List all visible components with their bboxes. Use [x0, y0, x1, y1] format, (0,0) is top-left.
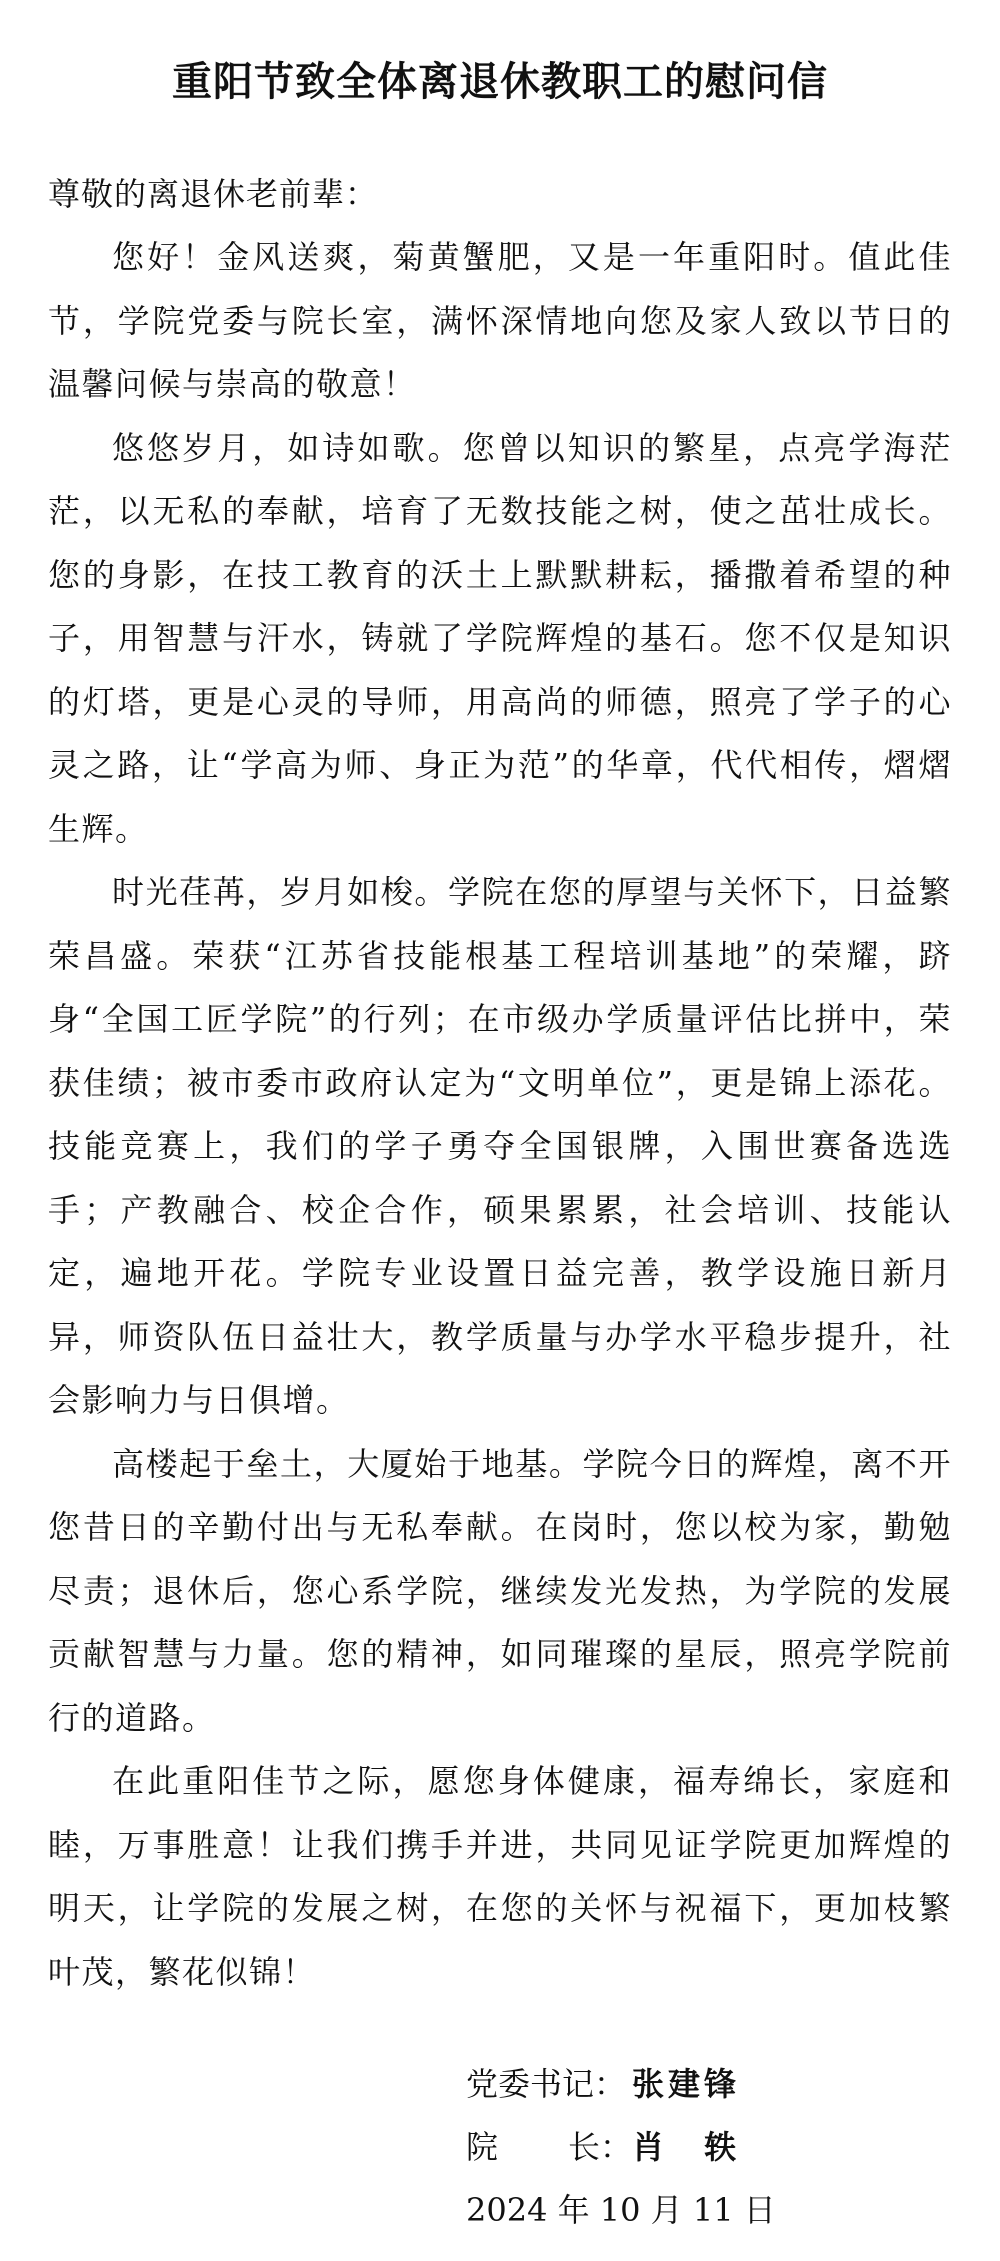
- paragraph-greeting: 您好！金风送爽，菊黄蟹肥，又是一年重阳时。值此佳节，学院党委与院长室，满怀深情地向您及家人致以节日的温馨问候与崇高的敬意！: [48, 238, 952, 403]
- president-label: [466, 2116, 632, 2179]
- president-signature: [466, 2116, 886, 2179]
- paragraph-achievements: 时光荏苒，岁月如梭。学院在您的厚望与关怀下，日益繁荣昌盛。荣获“江苏省技能根基工程培训基地”的荣耀，跻身“全国工匠学院”的行列；在市级办学质量评估比拼中，荣获佳绩；被市委市政府认定为“文明单位”，更是锦上添花。技能竞赛上，我们的学子勇夺全国银牌，入围世赛备选选手；产教融合、校企合作，硕果累累，社会培训、技能认定，遍地开花。学院专业设置日益完善，教学设施日新月异，师资队伍日益壮大，教学质量与办学水平稳步提升，社会影响力与日俱增。: [48, 873, 952, 1419]
- president-name: 肖 轶: [632, 2128, 741, 2166]
- paragraph-wishes: 在此重阳佳节之际，愿您身体健康，福寿绵长，家庭和睦，万事胜意！让我们携手并进，共同见证学院更加辉煌的明天，让学院的发展之树，在您的关怀与祝福下，更加枝繁叶茂，繁花似锦！: [48, 1762, 952, 1991]
- paragraph-gratitude: 高楼起于垒土，大厦始于地基。学院今日的辉煌，离不开您昔日的辛勤付出与无私奉献。在岗时，您以校为家，勤勉尽责；退休后，您心系学院，继续发光发热，为学院的发展贡献智慧与力量。您的精神，如同璀璨的星辰，照亮学院前行的道路。: [48, 1444, 952, 1737]
- letter-body: [48, 163, 952, 2004]
- president-label-part1: 院: [466, 2128, 499, 2166]
- secretary-signature: [466, 2053, 886, 2116]
- paragraph-tribute: 悠悠岁月，如诗如歌。您曾以知识的繁星，点亮学海茫茫，以无私的奉献，培育了无数技能之树，使之茁壮成长。您的身影，在技工教育的沃土上默默耕耘，播撒着希望的种子，用智慧与汗水，铸就了学院辉煌的基石。您不仅是知识的灯塔，更是心灵的导师，用高尚的师德，照亮了学子的心灵之路，让“学高为师、身正为范”的华章，代代相传，熠熠生辉。: [48, 428, 952, 848]
- letter-title: 重阳节致全体离退休教职工的慰问信: [172, 58, 828, 105]
- secretary-name: 张建锋: [632, 2065, 741, 2103]
- secretary-label: 党委书记：: [466, 2065, 627, 2103]
- letter-date: 2024 年 10 月 11 日: [466, 2191, 776, 2229]
- signature-block: [466, 2053, 886, 2242]
- president-label-part2: 长：: [567, 2128, 632, 2166]
- salutation: 尊敬的离退休老前辈：: [48, 175, 379, 213]
